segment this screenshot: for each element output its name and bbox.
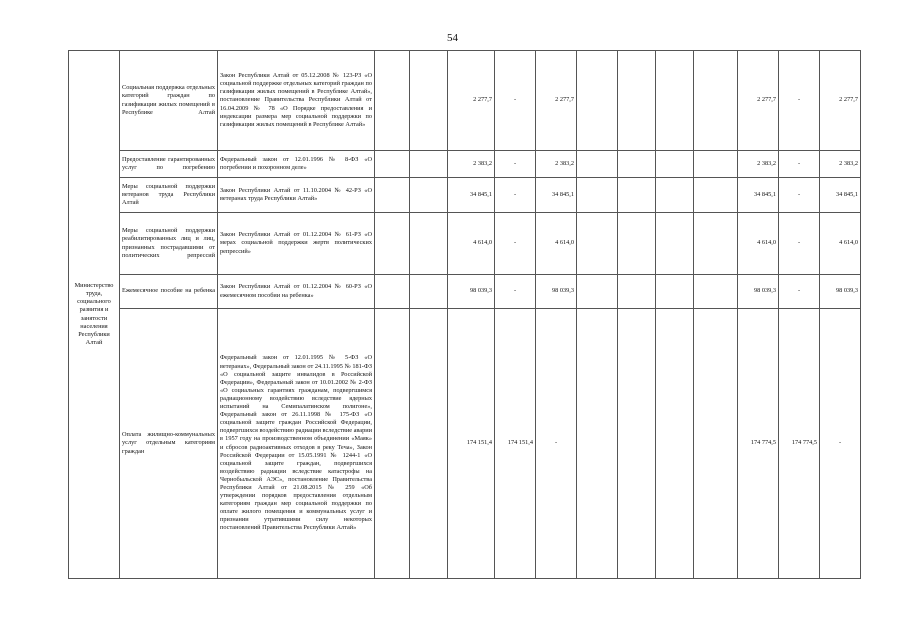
empty-cell [410, 309, 448, 579]
value-cell: 4 614,0 [536, 213, 577, 275]
table-row [69, 151, 861, 178]
value-cell: 98 039,3 [448, 275, 495, 309]
empty-cell [656, 309, 694, 579]
value-cell: 2 383,2 [448, 151, 495, 178]
empty-cell [656, 275, 694, 309]
value-cell: 2 383,2 [820, 151, 861, 178]
program-cell: Меры социальной поддержки ветеранов труда Республики Алтай [120, 178, 218, 213]
value-cell: 34 845,1 [738, 178, 779, 213]
empty-cell [618, 275, 656, 309]
value-cell: 174 774,5 [738, 309, 779, 579]
value-cell: 174 774,5 [779, 309, 820, 579]
law-cell: Закон Республики Алтай от 01.12.2004 № 61-РЗ «О мерах социальной поддержки жертв политических репрессий» [218, 213, 375, 275]
value-cell: 4 614,0 [738, 213, 779, 275]
empty-cell [618, 213, 656, 275]
empty-cell [577, 51, 618, 151]
program-cell: Меры социальной поддержки реабилитированных лиц и лиц, признанных пострадавшими от политических репрессий [120, 213, 218, 275]
empty-cell [577, 309, 618, 579]
empty-cell [375, 178, 410, 213]
law-cell: Закон Республики Алтай от 05.12.2008 № 123-РЗ «О социальной поддержке отдельных категорий граждан по газификации жилых помещений в Республике Алтай», постановление Правительства Республики Алтай от 16.04.2009 № 78 «О Порядке предоставления и индексации размера мер социальной поддержки по газификации жилых помещений в Республике Алтай» [218, 51, 375, 151]
value-cell: 4 614,0 [448, 213, 495, 275]
value-cell: - [495, 213, 536, 275]
value-cell: 2 277,7 [536, 51, 577, 151]
value-cell: 174 151,4 [495, 309, 536, 579]
empty-cell [410, 151, 448, 178]
empty-cell [577, 275, 618, 309]
empty-cell [618, 51, 656, 151]
value-cell: - [820, 309, 861, 579]
value-cell: 4 614,0 [820, 213, 861, 275]
empty-cell [694, 275, 738, 309]
empty-cell [694, 178, 738, 213]
empty-cell [410, 51, 448, 151]
organization-cell: Министерство труда, социального развития и занятости населения Республики Алтай [69, 51, 120, 579]
empty-cell [694, 213, 738, 275]
empty-cell [656, 178, 694, 213]
value-cell: - [779, 213, 820, 275]
empty-cell [375, 51, 410, 151]
table-row [69, 178, 861, 213]
value-cell: - [495, 275, 536, 309]
empty-cell [577, 151, 618, 178]
value-cell: 34 845,1 [448, 178, 495, 213]
value-cell: 98 039,3 [536, 275, 577, 309]
empty-cell [410, 213, 448, 275]
empty-cell [694, 151, 738, 178]
law-cell: Закон Республики Алтай от 11.10.2004 № 42-РЗ «О ветеранах труда Республики Алтай» [218, 178, 375, 213]
table-row [69, 51, 861, 151]
value-cell: - [779, 178, 820, 213]
empty-cell [375, 275, 410, 309]
value-cell: 34 845,1 [820, 178, 861, 213]
table-row [69, 213, 861, 275]
empty-cell [618, 309, 656, 579]
value-cell: 98 039,3 [738, 275, 779, 309]
value-cell: - [536, 309, 577, 579]
empty-cell [375, 213, 410, 275]
empty-cell [694, 51, 738, 151]
value-cell: - [779, 151, 820, 178]
empty-cell [577, 178, 618, 213]
value-cell: - [495, 51, 536, 151]
value-cell: 2 277,7 [820, 51, 861, 151]
empty-cell [618, 178, 656, 213]
value-cell: - [495, 178, 536, 213]
value-cell: 2 383,2 [738, 151, 779, 178]
law-cell: Закон Республики Алтай от 01.12.2004 № 60-РЗ «О ежемесячном пособии на ребенка» [218, 275, 375, 309]
value-cell: - [779, 275, 820, 309]
empty-cell [375, 309, 410, 579]
empty-cell [375, 151, 410, 178]
empty-cell [577, 213, 618, 275]
empty-cell [694, 309, 738, 579]
law-cell: Федеральный закон от 12.01.1996 № 8-ФЗ «О погребении и похоронном деле» [218, 151, 375, 178]
empty-cell [410, 178, 448, 213]
empty-cell [656, 213, 694, 275]
value-cell: 2 277,7 [738, 51, 779, 151]
value-cell: 2 277,7 [448, 51, 495, 151]
empty-cell [656, 51, 694, 151]
table-row [69, 309, 861, 579]
value-cell: 34 845,1 [536, 178, 577, 213]
program-cell: Оплата жилищно-коммунальных услуг отдельным категориям граждан [120, 309, 218, 579]
empty-cell [656, 151, 694, 178]
program-cell: Социальная поддержка отдельных категорий граждан по газификации жилых помещений в Республике Алтай [120, 51, 218, 151]
law-cell: Федеральный закон от 12.01.1995 № 5-ФЗ «О ветеранах», Федеральный закон от 24.11.1995 № 181-ФЗ «О социальной защите инвалидов в Российской Федерации», Федеральный закон от 10.01.2002 № 2-ФЗ «О социальных гарантиях гражданам, подвергшимся радиационному воздействию вследствие ядерных испытаний на Семипалатинском полигоне», Федеральный закон от 26.11.1998 № 175-ФЗ «О социальной защите граждан Российской Федерации, подвергшихся воздействию радиации вследствие аварии в 1957 году на производственном объединении «Маяк» и сбросов радиоактивных отходов в реку Теча», Закон Российской Федерации от 15.05.1991 № 1244-1 «О социальной защите граждан, подвергшихся воздействию радиации вследствие катастрофы на Чернобыльской АЭС», постановление Правительства Республики Алтай от 21.08.2015 № 259 «Об утверждении порядков предоставления отдельным категориям граждан мер социальной поддержки по оплате жилого помещения и коммунальных услуг и признании утратившими силу некоторых постановлений Правительства Республики Алтай» [218, 309, 375, 579]
value-cell: - [779, 51, 820, 151]
empty-cell [618, 151, 656, 178]
value-cell: 98 039,3 [820, 275, 861, 309]
value-cell: - [495, 151, 536, 178]
budget-table [68, 50, 861, 579]
program-cell: Ежемесячное пособие на ребенка [120, 275, 218, 309]
value-cell: 2 383,2 [536, 151, 577, 178]
program-cell: Предоставление гарантированных услуг по погребению [120, 151, 218, 178]
value-cell: 174 151,4 [448, 309, 495, 579]
page-number: 54 [447, 32, 458, 44]
table-row [69, 275, 861, 309]
empty-cell [410, 275, 448, 309]
